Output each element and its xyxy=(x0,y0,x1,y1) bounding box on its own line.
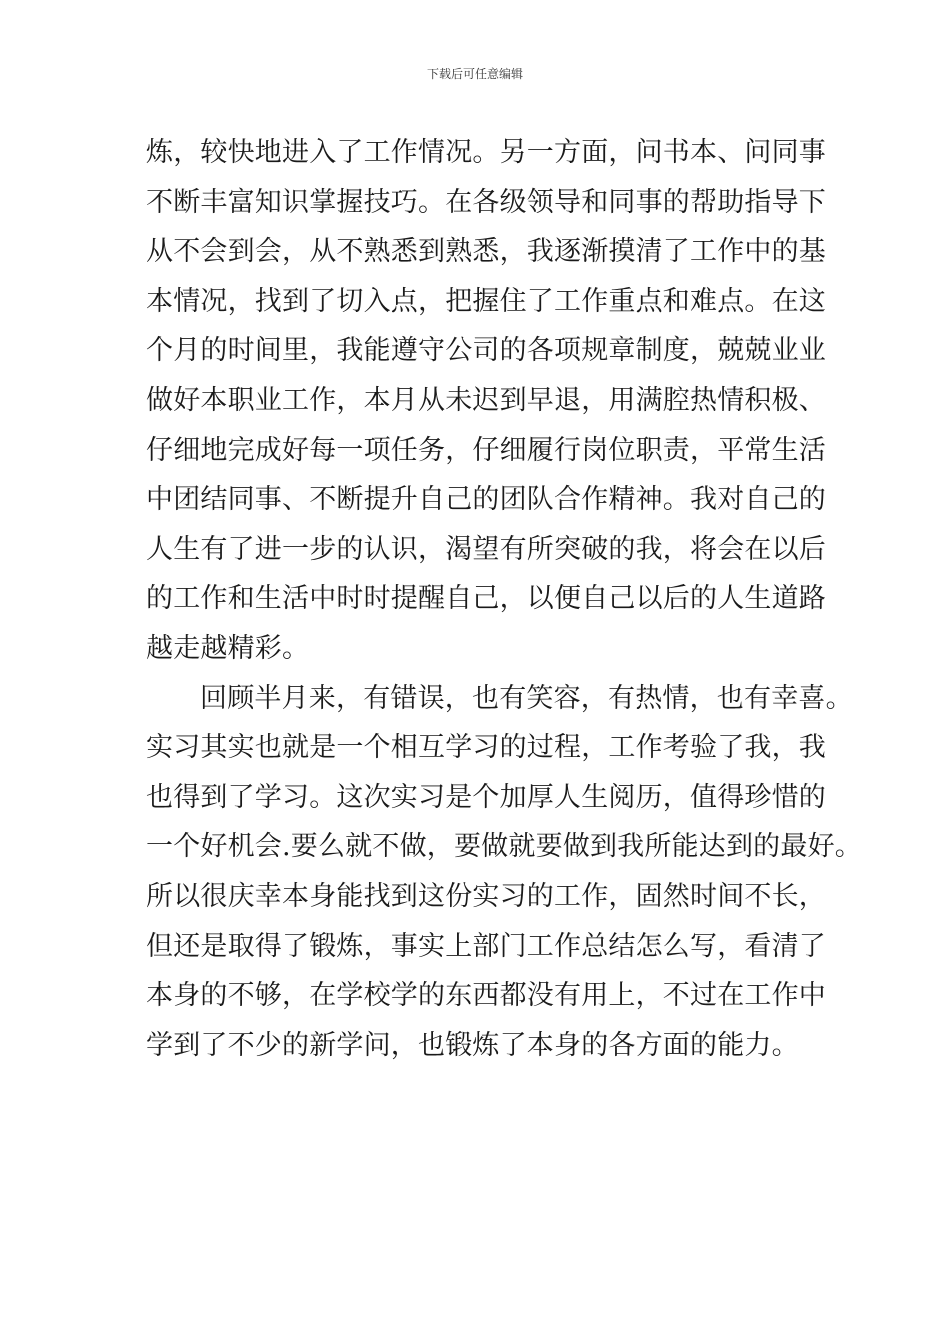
text-line: 实习其实也就是一个相互学习的过程，工作考验了我，我 xyxy=(146,732,826,764)
text-line: 的工作和生活中时时提醒自己，以便自己以后的人生道路 xyxy=(146,583,826,615)
text-line: 本情况，找到了切入点，把握住了工作重点和难点。在这 xyxy=(146,285,826,317)
text-line: 也得到了学习。这次实习是个加厚人生阅历，值得珍惜的 xyxy=(146,781,826,813)
text-line: 所以很庆幸本身能找到这份实习的工作，固然时间不长， xyxy=(146,880,826,912)
document-body xyxy=(146,128,862,1070)
text-line: 学到了不少的新学问，也锻炼了本身的各方面的能力。 xyxy=(146,1029,799,1061)
paragraph-1 xyxy=(146,128,826,674)
text-line: 本身的不够，在学校学的东西都没有用上，不过在工作中 xyxy=(146,980,826,1012)
paragraph-2 xyxy=(146,674,862,1071)
text-line: 从不会到会，从不熟悉到熟悉，我逐渐摸清了工作中的基 xyxy=(146,236,826,268)
text-line: 做好本职业工作，本月从未迟到早退，用满腔热情积极、 xyxy=(146,384,826,416)
text-line: 人生有了进一步的认识，渴望有所突破的我，将会在以后 xyxy=(146,533,826,565)
text-line: 一个好机会.要么就不做，要做就要做到我所能达到的最好。 xyxy=(146,831,862,863)
text-line-indented: 回顾半月来，有错误，也有笑容，有热情，也有幸喜。 xyxy=(200,682,853,714)
text-line: 炼，较快地进入了工作情况。另一方面，问书本、问同事 xyxy=(146,137,826,168)
text-line: 不断丰富知识掌握技巧。在各级领导和同事的帮助指导下 xyxy=(146,186,826,218)
text-line: 越走越精彩。 xyxy=(146,632,310,664)
text-line: 中团结同事、不断提升自己的团队合作精神。我对自己的 xyxy=(146,484,826,516)
text-line: 个月的时间里，我能遵守公司的各项规章制度，兢兢业业 xyxy=(146,335,826,367)
text-line: 仔细地完成好每一项任务，仔细履行岗位职责，平常生活 xyxy=(146,434,826,466)
page-header: 下载后可任意编辑 xyxy=(426,67,523,81)
text-line: 但还是取得了锻炼，事实上部门工作总结怎么写，看清了 xyxy=(146,930,826,962)
